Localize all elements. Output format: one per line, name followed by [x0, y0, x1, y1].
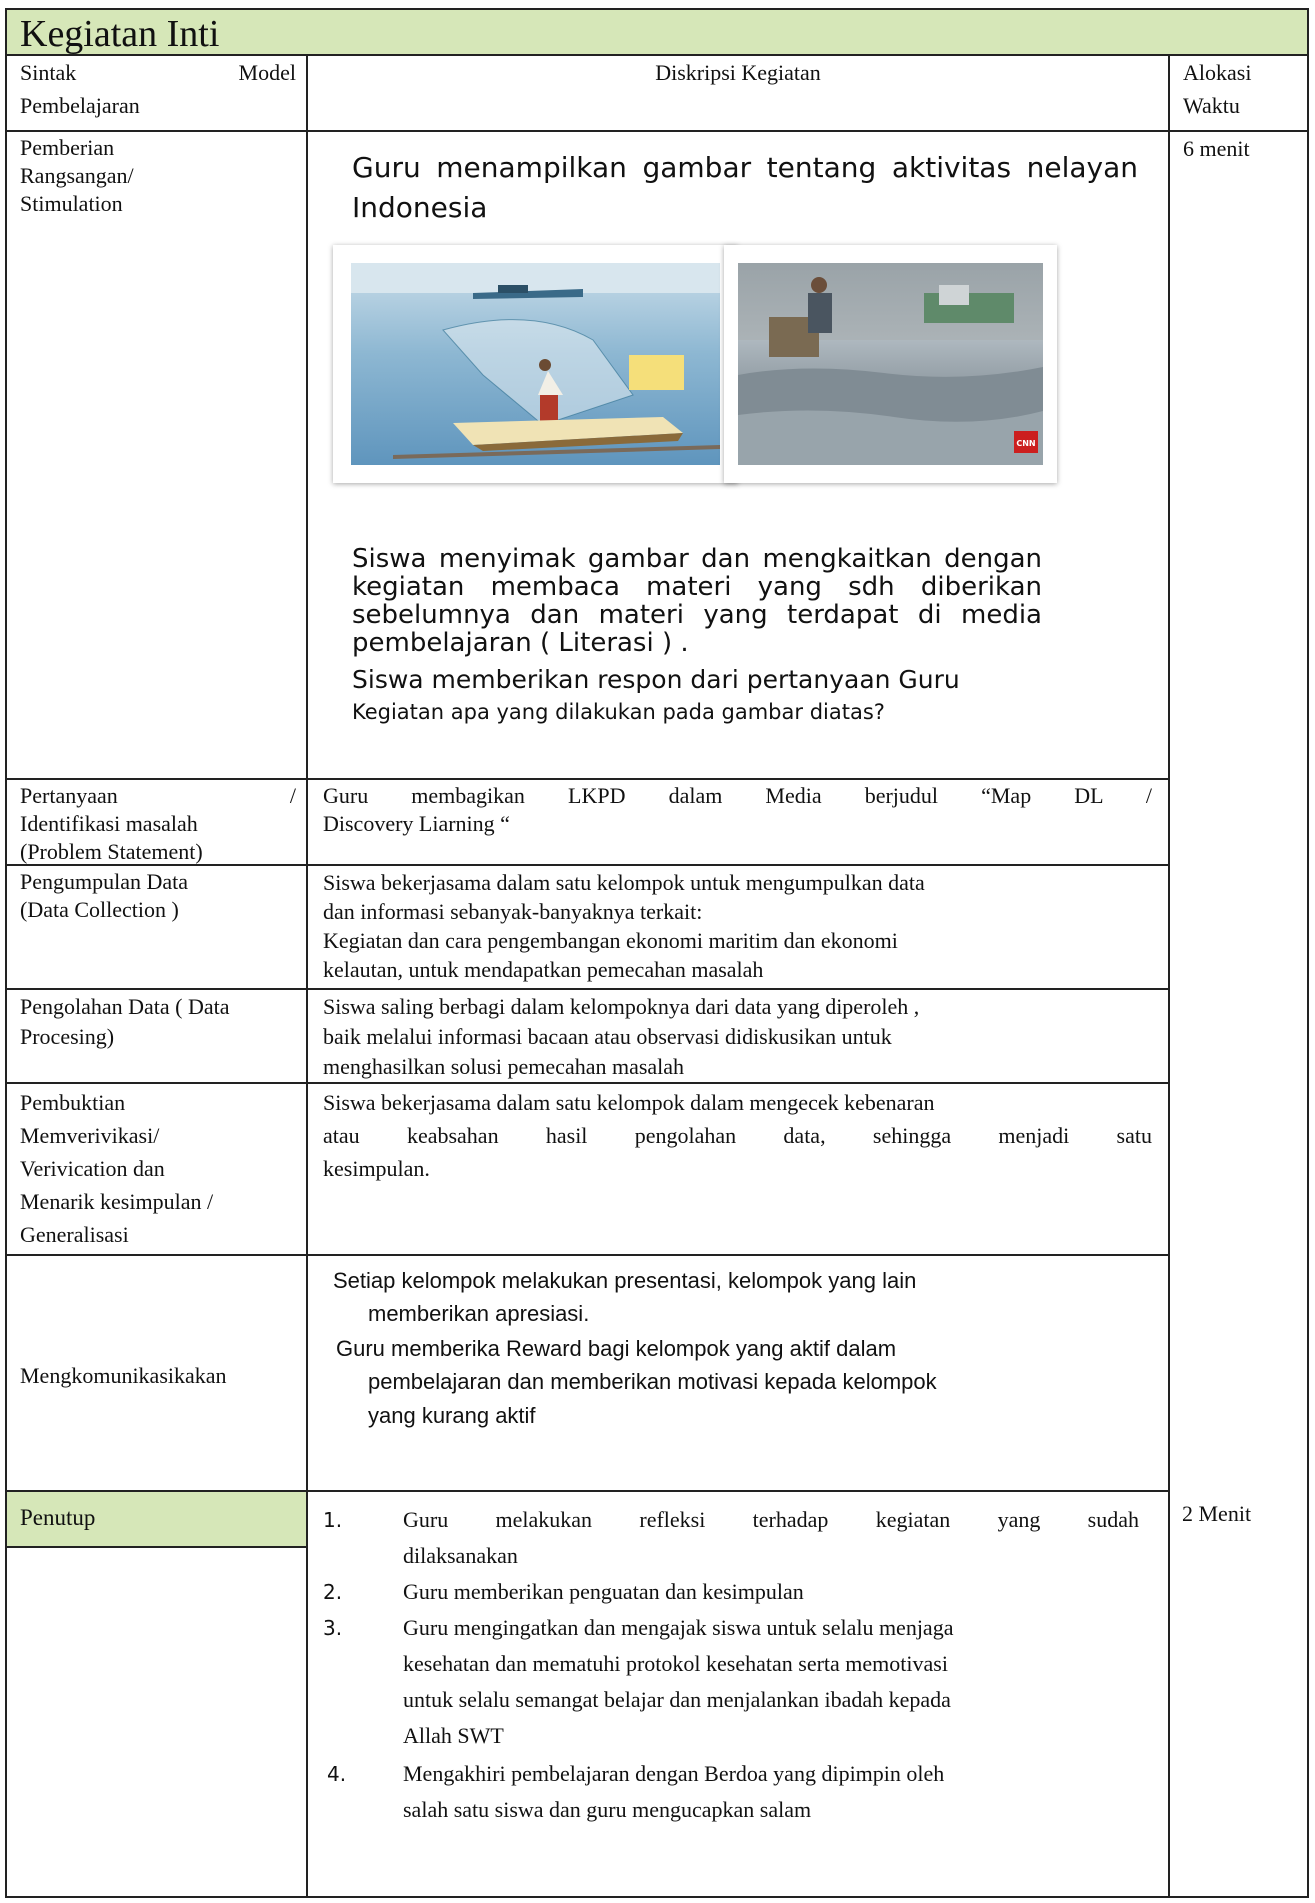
header-description: Diskripsi Kegiatan: [306, 56, 1168, 132]
stimulation-intro-line2: Indonesia: [352, 191, 488, 224]
collection-syntax-line: Pengumpulan Data: [20, 869, 189, 894]
verification-syntax-line: Menarik kesimpulan /: [20, 1189, 214, 1214]
problem-desc-line: Guru membagikan LKPD dalam Media berjudul “Map DL /: [323, 783, 1152, 808]
processing-desc-line: Siswa saling berbagi dalam kelompoknya dari data yang diperoleh ,: [323, 994, 920, 1019]
fisherman-net-photo: [333, 245, 738, 483]
closing-item-3: [323, 1610, 1153, 1754]
collection-desc-line: Siswa bekerjasama dalam satu kelompok untuk mengumpulkan data: [323, 870, 925, 895]
closing-item-line: untuk selalu semangat belajar dan menjalankan ibadah kepada: [403, 1687, 951, 1712]
collection-desc-line: kelautan, untuk mendapatkan pemecahan masalah: [323, 957, 764, 982]
verification-syntax-line: Memverivikasi/: [20, 1123, 160, 1148]
problem-syntax: [5, 780, 306, 866]
fisherman-net-image: [333, 245, 738, 483]
stimulation-syntax-line: Rangsangan/: [20, 163, 134, 188]
stimulation-intro-line1: Guru menampilkan gambar tentang aktivitas nelayan: [352, 151, 1138, 184]
closing-item-line: salah satu siswa dan guru mengucapkan salam: [403, 1797, 812, 1822]
problem-syntax-line: Pertanyaan: [20, 783, 118, 808]
header-syntax-word1: Sintak: [20, 60, 77, 85]
closing-description: [306, 1492, 1168, 1898]
verification-syntax: [5, 1084, 306, 1256]
processing-description: [306, 990, 1168, 1084]
header-syntax-word3: Pembelajaran: [20, 93, 140, 118]
stimulation-para1-line: kegiatan membaca materi yang sdh diberikan: [352, 572, 1042, 602]
closing-item-2: [323, 1574, 1153, 1610]
closing-item-line: dilaksanakan: [403, 1543, 518, 1568]
closing-item-line: Guru melakukan refleksi terhadap kegiatan yang sudah: [403, 1507, 1139, 1532]
header-syntax-word2: Model: [238, 60, 296, 85]
communication-description: [306, 1256, 1168, 1492]
closing-item-number: 3.: [323, 1616, 343, 1640]
closing-item-line: Guru mengingatkan dan mengajak siswa untuk selalu menjaga: [403, 1615, 954, 1640]
verification-syntax-line: Generalisasi: [20, 1222, 129, 1247]
stimulation-syntax-line: Pemberian: [20, 135, 115, 160]
closing-item-line: kesehatan dan mematuhi protokol kesehatan serta memotivasi: [403, 1651, 948, 1676]
closing-item-number: 1.: [323, 1508, 343, 1532]
stimulation-para1-last: pembelajaran ( Literasi ) .: [352, 628, 689, 658]
communication-desc-line: memberikan apresiasi.: [368, 1301, 590, 1326]
closing-item-number: 4.: [327, 1762, 347, 1786]
closing-item-number: 2.: [323, 1580, 343, 1604]
processing-syntax: [5, 990, 306, 1084]
stimulation-para2: Siswa memberikan respon dari pertanyaan Guru: [352, 665, 960, 694]
processing-desc-line: menghasilkan solusi pemecahan masalah: [323, 1054, 685, 1079]
header-time-line1: Alokasi: [1183, 60, 1252, 85]
header-time-line2: Waktu: [1183, 93, 1240, 118]
section-title: Kegiatan Inti: [5, 8, 1309, 56]
collection-syntax-line: (Data Collection ): [20, 897, 179, 922]
stimulation-time: 6 menit: [1183, 136, 1250, 161]
verification-syntax-line: Verivication dan: [20, 1156, 165, 1181]
closing-item-1: [323, 1502, 1153, 1574]
communication-desc-line: Guru memberika Reward bagi kelompok yang aktif dalam: [336, 1336, 897, 1361]
stimulation-description: [306, 132, 1168, 780]
cnn-logo: CNN: [1016, 439, 1036, 448]
communication-syntax-label: Mengkomunikasikakan: [20, 1363, 227, 1388]
verification-syntax-line: Pembuktian: [20, 1090, 126, 1115]
stimulation-para1-line: sebelumnya dan materi yang terdapat di media: [352, 600, 1042, 630]
stimulation-syntax: [5, 132, 306, 780]
collection-desc-line: dan informasi sebanyak-banyaknya terkait:: [323, 899, 703, 924]
closing-label: Penutup: [5, 1492, 306, 1548]
verification-description: [306, 1084, 1168, 1256]
fish-catch-photo: [724, 245, 1057, 483]
stimulation-question: Kegiatan apa yang dilakukan pada gambar diatas?: [352, 700, 885, 724]
processing-desc-line: baik melalui informasi bacaan atau observasi didiskusikan untuk: [323, 1024, 892, 1049]
communication-syntax: [5, 1256, 306, 1492]
closing-item-line: Allah SWT: [403, 1723, 504, 1748]
problem-syntax-slash: /: [289, 783, 296, 808]
closing-syntax-empty: [5, 1548, 306, 1898]
header-time: [1168, 56, 1309, 132]
communication-desc-line: Setiap kelompok melakukan presentasi, kelompok yang lain: [333, 1268, 917, 1293]
processing-syntax-line: Procesing): [20, 1024, 115, 1049]
stimulation-para1-line: Siswa menyimak gambar dan mengkaitkan dengan: [352, 544, 1042, 574]
time-column: [1168, 132, 1309, 1673]
closing-item-line: Guru memberikan penguatan dan kesimpulan: [403, 1579, 804, 1604]
problem-syntax-line: Identifikasi masalah: [20, 811, 198, 836]
problem-syntax-line: (Problem Statement): [20, 839, 203, 864]
fish-catch-image: [724, 245, 1057, 483]
stimulation-para1: [352, 545, 1042, 657]
stimulation-syntax-line: Stimulation: [20, 191, 123, 216]
closing-item-line: Mengakhiri pembelajaran dengan Berdoa yang dipimpin oleh: [403, 1761, 945, 1786]
closing-item-4: [327, 1756, 1153, 1828]
collection-desc-line: Kegiatan dan cara pengembangan ekonomi maritim dan ekonomi: [323, 928, 898, 953]
verification-desc-line: kesimpulan.: [323, 1156, 430, 1181]
problem-description: [306, 780, 1168, 866]
header-syntax: [5, 56, 306, 132]
lesson-plan-table: [5, 8, 1313, 1898]
verification-desc-line: Siswa bekerjasama dalam satu kelompok dalam mengecek kebenaran: [323, 1090, 935, 1115]
closing-time: 2 Menit: [1168, 1492, 1309, 1898]
collection-description: [306, 866, 1168, 990]
communication-desc-line: pembelajaran dan memberikan motivasi kepada kelompok: [368, 1369, 937, 1394]
problem-desc-line: Discovery Liarning “: [323, 811, 510, 836]
processing-syntax-line: Pengolahan Data ( Data: [20, 994, 230, 1019]
verification-desc-line: atau keabsahan hasil pengolahan data, sehingga menjadi satu: [323, 1123, 1152, 1148]
communication-desc-line: yang kurang aktif: [368, 1403, 536, 1428]
collection-syntax: [5, 866, 306, 990]
